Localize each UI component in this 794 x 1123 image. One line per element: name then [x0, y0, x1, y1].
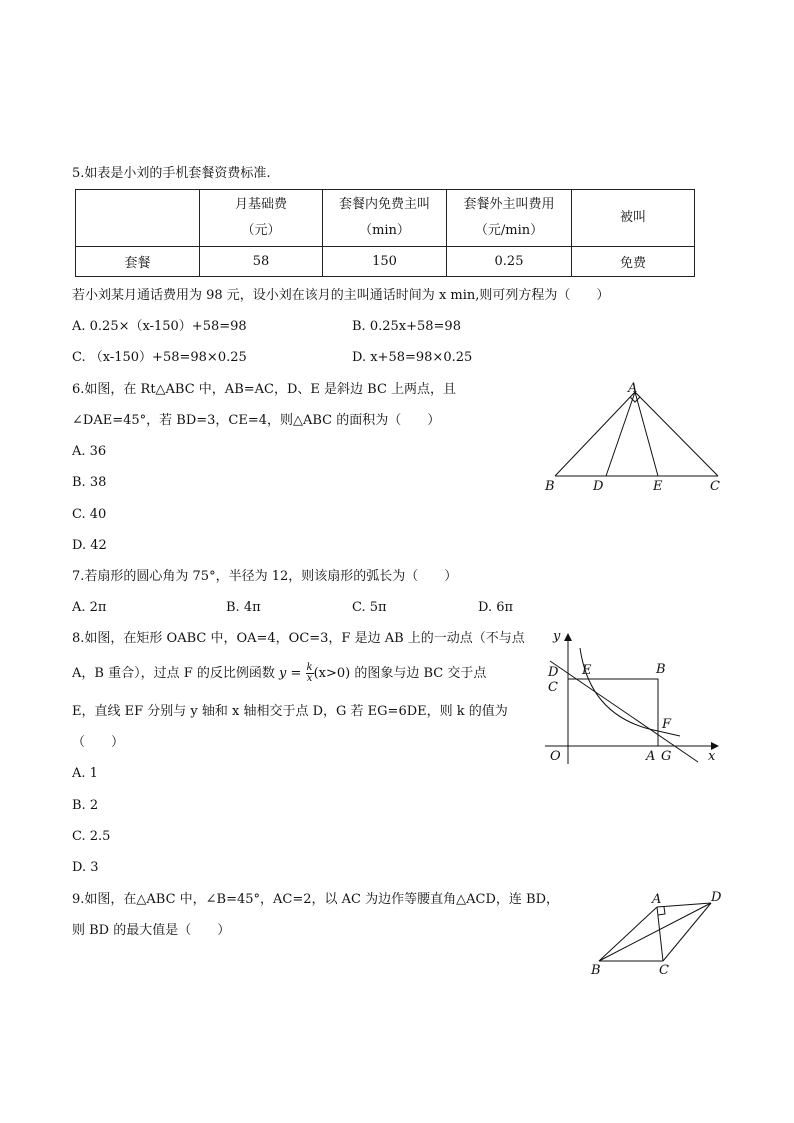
- q5-option-d: D. x+58=98×0.25: [352, 350, 473, 365]
- table-header-cell: 套餐外主叫费用 （元/min）: [447, 190, 572, 247]
- label-e: E: [653, 479, 663, 494]
- table-header-cell: 被叫: [572, 190, 695, 247]
- segment-ad: [606, 392, 635, 476]
- label-b: B: [656, 662, 666, 677]
- q6-line1: 6.如图，在 Rt△ABC 中，AB=AC，D、E 是斜边 BC 上两点，且: [72, 382, 457, 397]
- q8-line2: A，B 重合），过点 F 的反比例函数 y = $\frac{k}{x}$ (x>0) 的图象与边 BC 交于点: [72, 662, 487, 684]
- label-b: B: [591, 963, 601, 978]
- label-a: A: [646, 749, 656, 764]
- label-g: G: [661, 749, 672, 764]
- q6-option-d: D. 42: [72, 538, 107, 553]
- q5-question: 若小刘某月通话费用为 98 元，设小刘在该月的主叫通话时间为 x min,则可列方程为（ ）: [72, 288, 610, 303]
- label-d: D: [711, 890, 722, 905]
- q7-stem: 7.若扇形的圆心角为 75°，半径为 12，则该扇形的弧长为（ ）: [72, 569, 458, 584]
- table-header-cell: [76, 190, 200, 247]
- right-angle-mark: [658, 907, 665, 915]
- q9-figure: [585, 885, 720, 980]
- line-ef: [550, 661, 698, 762]
- segment-bd: [599, 903, 711, 961]
- label-y: y: [553, 629, 561, 644]
- table-row: [76, 247, 695, 277]
- q6-option-c: C. 40: [72, 507, 107, 522]
- label-c: C: [659, 963, 669, 978]
- label-f: F: [662, 717, 672, 732]
- fee-table: [75, 189, 695, 277]
- label-a: A: [652, 892, 662, 907]
- label-c: C: [710, 479, 720, 494]
- q5-stem: 5.如表是小刘的手机套餐资费标准.: [72, 166, 271, 181]
- segment-ad: [657, 903, 711, 907]
- segment-ab: [599, 907, 657, 961]
- q6-option-a: A. 36: [72, 444, 107, 459]
- table-cell: 150: [323, 247, 447, 277]
- q7-option-d: D. 6π: [478, 600, 514, 615]
- segment-cd: [663, 903, 711, 961]
- q9-line1: 9.如图，在△ABC 中，∠B=45°，AC=2，以 AC 为边作等腰直角△ACD，连 BD，: [72, 892, 560, 907]
- q5-option-c: C. （x-150）+58=98×0.25: [72, 350, 247, 365]
- q7-option-a: A. 2π: [72, 600, 107, 615]
- segment-ac: [635, 392, 718, 476]
- function-fraction: $\frac{k}{x}$: [306, 662, 313, 684]
- rectangle-oabc: [568, 679, 658, 746]
- label-e: E: [582, 663, 592, 678]
- label-d: D: [548, 665, 559, 680]
- table-cell: 0.25: [447, 247, 572, 277]
- q8-option-b: B. 2: [72, 798, 99, 813]
- table-header-cell: 月基础费 （元）: [200, 190, 323, 247]
- q8-line4: （ ）: [72, 735, 125, 750]
- q8-line1: 8.如图，在矩形 OABC 中，OA=4，OC=3，F 是边 AB 上的一动点（不与点: [72, 631, 525, 646]
- label-a: A: [628, 381, 638, 396]
- q5-option-b: B. 0.25x+58=98: [352, 319, 461, 334]
- q8-line3: E，直线 EF 分别与 y 轴和 x 轴相交于点 D，G 若 EG=6DE，则 k 的值为: [72, 704, 508, 719]
- label-b: B: [545, 479, 555, 494]
- label-o: O: [550, 749, 561, 764]
- q6-line2: ∠DAE=45°，若 BD=3，CE=4，则△ABC 的面积为（ ）: [72, 413, 441, 428]
- label-c: C: [548, 680, 558, 695]
- label-x: x: [708, 749, 716, 764]
- table-cell: 套餐: [76, 247, 200, 277]
- q6-figure: [540, 380, 730, 495]
- label-d: D: [593, 479, 604, 494]
- q9-line2: 则 BD 的最大值是（ ）: [72, 923, 231, 938]
- table-header-cell: 套餐内免费主叫 （min）: [323, 190, 447, 247]
- q5-option-a: A. 0.25×（x-150）+58=98: [72, 319, 247, 334]
- table-header-row: [76, 190, 695, 247]
- q8-figure: [540, 628, 725, 768]
- q8-option-a: A. 1: [72, 766, 98, 781]
- q8-option-c: C. 2.5: [72, 829, 111, 844]
- table-cell: 免费: [572, 247, 695, 277]
- segment-ae: [635, 392, 658, 476]
- q7-option-b: B. 4π: [226, 600, 261, 615]
- q8-option-d: D. 3: [72, 860, 99, 875]
- q7-option-c: C. 5π: [352, 600, 387, 615]
- segment-ab: [555, 392, 635, 476]
- table-cell: 58: [200, 247, 323, 277]
- q6-option-b: B. 38: [72, 475, 107, 490]
